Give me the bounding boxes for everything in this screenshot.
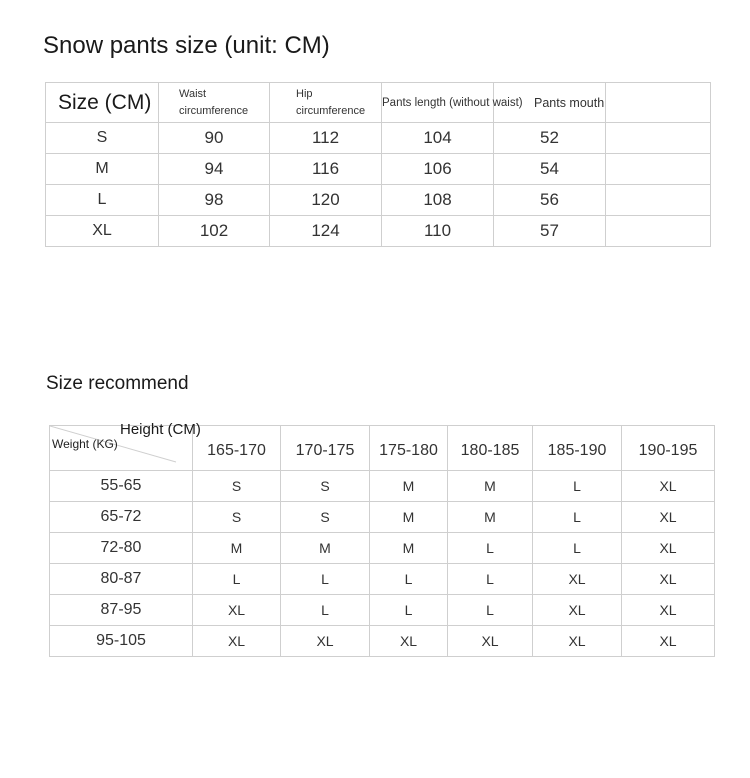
recommended-size-cell: XL: [622, 626, 715, 657]
recommended-size-cell: XL: [193, 595, 281, 626]
recommended-size-cell: XL: [622, 564, 715, 595]
height-header: 170-175: [281, 426, 370, 471]
mouth-cell: 52: [494, 123, 606, 154]
weight-cell: 65-72: [50, 502, 193, 533]
size-chart-title: Snow pants size (unit: CM): [43, 32, 330, 59]
empty-cell: [606, 123, 711, 154]
recommended-size-cell: L: [533, 502, 622, 533]
recommended-size-cell: L: [370, 595, 448, 626]
waist-cell: 102: [159, 216, 270, 247]
waist-cell: 94: [159, 154, 270, 185]
mouth-cell: 54: [494, 154, 606, 185]
recommended-size-cell: XL: [533, 595, 622, 626]
recommended-size-cell: L: [448, 564, 533, 595]
size-cell: M: [46, 154, 159, 185]
recommended-size-cell: XL: [622, 502, 715, 533]
recommended-size-cell: M: [370, 502, 448, 533]
recommend-row: [50, 626, 715, 657]
size-cell: L: [46, 185, 159, 216]
weight-cell: 95-105: [50, 626, 193, 657]
recommended-size-cell: M: [281, 533, 370, 564]
size-recommend-table: [49, 421, 715, 657]
recommended-size-cell: S: [281, 502, 370, 533]
size-cell: S: [46, 123, 159, 154]
size-row: [46, 185, 711, 216]
recommended-size-cell: M: [448, 502, 533, 533]
waist-cell: 98: [159, 185, 270, 216]
recommended-size-cell: L: [281, 595, 370, 626]
recommended-size-cell: S: [281, 471, 370, 502]
recommended-size-cell: XL: [370, 626, 448, 657]
size-row: [46, 123, 711, 154]
recommend-header-row: [50, 426, 715, 471]
hip-cell: 120: [270, 185, 382, 216]
length-cell: 110: [382, 216, 494, 247]
weight-cell: 55-65: [50, 471, 193, 502]
recommended-size-cell: M: [370, 471, 448, 502]
empty-cell: [606, 185, 711, 216]
recommended-size-cell: XL: [622, 533, 715, 564]
header-size: Size (CM): [46, 83, 159, 123]
recommended-size-cell: M: [370, 533, 448, 564]
recommended-size-cell: L: [370, 564, 448, 595]
size-row: [46, 154, 711, 185]
recommended-size-cell: XL: [622, 471, 715, 502]
hip-cell: 124: [270, 216, 382, 247]
recommend-row: [50, 471, 715, 502]
empty-cell: [606, 154, 711, 185]
height-header: 190-195: [622, 426, 715, 471]
corner-height-label: Height (CM): [120, 421, 201, 438]
header-pants-mouth: Pants mouth: [494, 83, 606, 123]
size-recommend-title: Size recommend: [46, 373, 189, 394]
mouth-cell: 56: [494, 185, 606, 216]
length-cell: 104: [382, 123, 494, 154]
waist-cell: 90: [159, 123, 270, 154]
recommended-size-cell: M: [448, 471, 533, 502]
recommended-size-cell: S: [193, 471, 281, 502]
recommended-size-cell: XL: [533, 626, 622, 657]
length-cell: 106: [382, 154, 494, 185]
weight-cell: 80-87: [50, 564, 193, 595]
recommend-row: [50, 595, 715, 626]
header-pants-length: Pants length (without waist): [382, 83, 494, 123]
recommended-size-cell: XL: [281, 626, 370, 657]
recommended-size-cell: XL: [193, 626, 281, 657]
hip-cell: 116: [270, 154, 382, 185]
height-header: 180-185: [448, 426, 533, 471]
size-chart-table: [45, 82, 711, 247]
size-row: [46, 216, 711, 247]
corner-weight-label: Weight (KG): [52, 437, 118, 451]
size-chart-header-row: [46, 83, 711, 123]
height-header: 165-170: [193, 426, 281, 471]
empty-cell: [606, 216, 711, 247]
recommended-size-cell: L: [281, 564, 370, 595]
recommended-size-cell: L: [193, 564, 281, 595]
recommended-size-cell: L: [448, 533, 533, 564]
recommend-row: [50, 502, 715, 533]
length-cell: 108: [382, 185, 494, 216]
recommended-size-cell: L: [533, 471, 622, 502]
size-cell: XL: [46, 216, 159, 247]
header-waist: Waist circumference: [159, 83, 270, 123]
recommend-row: [50, 564, 715, 595]
recommended-size-cell: XL: [448, 626, 533, 657]
recommend-row: [50, 533, 715, 564]
weight-cell: 87-95: [50, 595, 193, 626]
height-header: 175-180: [370, 426, 448, 471]
header-empty: [606, 83, 711, 123]
recommended-size-cell: S: [193, 502, 281, 533]
recommended-size-cell: XL: [622, 595, 715, 626]
recommended-size-cell: L: [448, 595, 533, 626]
recommended-size-cell: M: [193, 533, 281, 564]
hip-cell: 112: [270, 123, 382, 154]
mouth-cell: 57: [494, 216, 606, 247]
weight-cell: 72-80: [50, 533, 193, 564]
corner-cell: [50, 421, 201, 471]
recommended-size-cell: XL: [533, 564, 622, 595]
recommended-size-cell: L: [533, 533, 622, 564]
header-hip: Hip circumference: [270, 83, 382, 123]
height-header: 185-190: [533, 426, 622, 471]
